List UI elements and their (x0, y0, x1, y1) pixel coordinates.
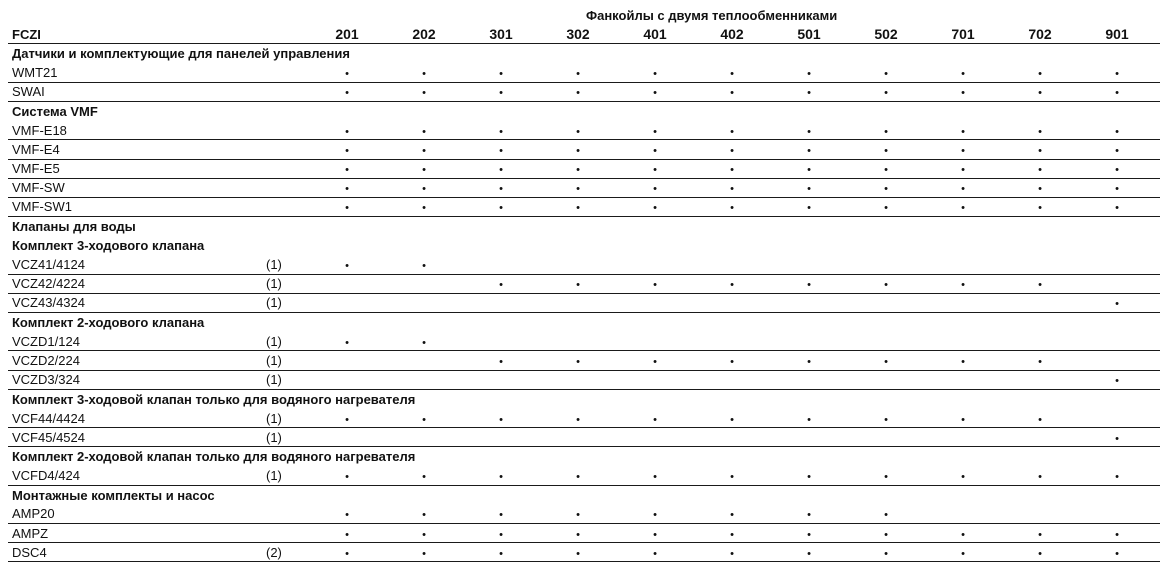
section-row (8, 236, 1160, 255)
table-row (8, 428, 1160, 447)
row-label: WMT21 (12, 65, 58, 81)
row-label: SWAI (12, 84, 45, 100)
compatibility-mark: • (884, 355, 888, 368)
compatibility-mark: • (422, 202, 426, 215)
compatibility-mark: • (1038, 202, 1042, 215)
table-body (8, 44, 1160, 562)
compatibility-mark: • (1038, 528, 1042, 541)
compatibility-mark: • (1038, 413, 1042, 426)
compatibility-mark: • (961, 528, 965, 541)
column-header-402: 402 (720, 26, 744, 43)
compatibility-mark: • (1038, 355, 1042, 368)
compatibility-mark: • (730, 547, 734, 560)
compatibility-mark: • (961, 355, 965, 368)
compatibility-mark: • (576, 528, 580, 541)
compatibility-mark: • (1115, 528, 1119, 541)
compatibility-mark: • (1115, 471, 1119, 484)
row-note: (1) (266, 429, 282, 445)
row-label: AMPZ (12, 525, 49, 541)
compatibility-mark: • (345, 547, 349, 560)
compatibility-mark: • (961, 279, 965, 292)
compatibility-mark: • (499, 87, 503, 100)
row-note: (2) (266, 544, 282, 560)
compatibility-mark: • (1038, 279, 1042, 292)
compatibility-mark: • (422, 528, 426, 541)
compatibility-mark: • (884, 528, 888, 541)
compatibility-mark: • (422, 471, 426, 484)
compatibility-mark: • (1038, 547, 1042, 560)
compatibility-mark: • (961, 547, 965, 560)
compatibility-mark: • (499, 471, 503, 484)
column-header-row (8, 25, 1160, 44)
compatibility-mark: • (1115, 547, 1119, 560)
super-header: Фанкойлы с двумя теплообменниками (586, 8, 838, 24)
compatibility-mark: • (1115, 432, 1119, 445)
compatibility-mark: • (345, 336, 349, 349)
compatibility-mark: • (961, 144, 965, 157)
compatibility-mark: • (884, 471, 888, 484)
row-label: VMF-SW (12, 180, 65, 196)
compatibility-mark: • (576, 144, 580, 157)
compatibility-mark: • (807, 183, 811, 196)
compatibility-mark: • (807, 279, 811, 292)
table-row (8, 198, 1160, 217)
compatibility-mark: • (499, 279, 503, 292)
compatibility-mark: • (576, 509, 580, 522)
compatibility-mark: • (961, 202, 965, 215)
column-header-201: 201 (335, 26, 359, 43)
table-row (8, 409, 1160, 428)
compatibility-mark: • (653, 68, 657, 81)
compatibility-mark: • (499, 183, 503, 196)
row-label: VCF45/4524 (12, 429, 85, 445)
compatibility-mark: • (653, 125, 657, 138)
compatibility-mark: • (499, 355, 503, 368)
compatibility-mark: • (576, 202, 580, 215)
table-row (8, 524, 1160, 543)
compatibility-mark: • (730, 355, 734, 368)
compatibility-mark: • (884, 164, 888, 177)
row-label: VCZD1/124 (12, 333, 80, 349)
compatibility-mark: • (345, 183, 349, 196)
compatibility-mark: • (499, 68, 503, 81)
compatibility-mark: • (807, 528, 811, 541)
compatibility-mark: • (730, 509, 734, 522)
section-row (8, 44, 1160, 63)
compatibility-mark: • (730, 471, 734, 484)
compatibility-mark: • (653, 547, 657, 560)
compatibility-mark: • (576, 164, 580, 177)
compatibility-mark: • (807, 413, 811, 426)
compatibility-mark: • (345, 260, 349, 273)
compatibility-mark: • (422, 144, 426, 157)
compatibility-mark: • (345, 144, 349, 157)
table-row (8, 121, 1160, 140)
compatibility-table (8, 6, 1160, 562)
compatibility-mark: • (576, 279, 580, 292)
compatibility-mark: • (345, 413, 349, 426)
compatibility-mark: • (345, 125, 349, 138)
row-label: VMF-E5 (12, 161, 60, 177)
column-header-301: 301 (489, 26, 513, 43)
compatibility-mark: • (730, 183, 734, 196)
table-row (8, 332, 1160, 351)
compatibility-mark: • (576, 413, 580, 426)
compatibility-mark: • (653, 183, 657, 196)
model-header: FCZI (12, 26, 41, 42)
compatibility-mark: • (884, 509, 888, 522)
compatibility-mark: • (730, 279, 734, 292)
compatibility-mark: • (961, 68, 965, 81)
compatibility-mark: • (961, 413, 965, 426)
row-label: VCZ41/4124 (12, 257, 85, 273)
compatibility-mark: • (653, 87, 657, 100)
column-header-502: 502 (874, 26, 898, 43)
compatibility-mark: • (576, 471, 580, 484)
compatibility-mark: • (884, 87, 888, 100)
table-row (8, 467, 1160, 486)
section-title: Комплект 3-ходового клапана (12, 238, 205, 254)
row-label: VCZD2/224 (12, 352, 80, 368)
table-row (8, 160, 1160, 179)
compatibility-mark: • (730, 164, 734, 177)
column-header-401: 401 (643, 26, 667, 43)
compatibility-mark: • (653, 202, 657, 215)
compatibility-mark: • (576, 355, 580, 368)
compatibility-mark: • (1115, 164, 1119, 177)
table-row (8, 140, 1160, 159)
compatibility-mark: • (422, 68, 426, 81)
compatibility-mark: • (1115, 375, 1119, 388)
compatibility-mark: • (345, 68, 349, 81)
compatibility-mark: • (1038, 471, 1042, 484)
section-title: Система VMF (12, 104, 98, 120)
column-header-302: 302 (566, 26, 590, 43)
section-title: Комплект 2-ходовой клапан только для водяного нагревателя (12, 449, 416, 465)
compatibility-mark: • (807, 164, 811, 177)
compatibility-mark: • (499, 202, 503, 215)
compatibility-mark: • (499, 125, 503, 138)
section-row (8, 486, 1160, 505)
table-row (8, 255, 1160, 274)
section-row (8, 390, 1160, 409)
compatibility-mark: • (422, 547, 426, 560)
compatibility-mark: • (884, 279, 888, 292)
super-header-row (8, 6, 1160, 25)
row-label: VMF-E18 (12, 122, 67, 138)
compatibility-mark: • (653, 144, 657, 157)
column-header-202: 202 (412, 26, 436, 43)
compatibility-mark: • (807, 509, 811, 522)
compatibility-mark: • (345, 87, 349, 100)
compatibility-mark: • (422, 183, 426, 196)
table-row (8, 64, 1160, 83)
compatibility-mark: • (422, 509, 426, 522)
table-row (8, 294, 1160, 313)
compatibility-mark: • (576, 68, 580, 81)
compatibility-mark: • (884, 547, 888, 560)
compatibility-mark: • (884, 68, 888, 81)
compatibility-mark: • (961, 471, 965, 484)
compatibility-mark: • (961, 183, 965, 196)
compatibility-mark: • (576, 87, 580, 100)
compatibility-mark: • (499, 144, 503, 157)
row-label: VCF44/4424 (12, 410, 85, 426)
compatibility-mark: • (653, 471, 657, 484)
compatibility-mark: • (961, 125, 965, 138)
compatibility-mark: • (807, 125, 811, 138)
compatibility-mark: • (1038, 144, 1042, 157)
compatibility-mark: • (884, 202, 888, 215)
compatibility-mark: • (730, 87, 734, 100)
compatibility-mark: • (345, 528, 349, 541)
row-note: (1) (266, 372, 282, 388)
column-header-701: 701 (951, 26, 975, 43)
row-note: (1) (266, 333, 282, 349)
compatibility-mark: • (1038, 68, 1042, 81)
compatibility-mark: • (884, 125, 888, 138)
row-label: VMF-E4 (12, 141, 60, 157)
section-row (8, 447, 1160, 466)
table-row (8, 275, 1160, 294)
section-title: Комплект 2-ходового клапана (12, 315, 205, 331)
table-row (8, 505, 1160, 524)
compatibility-mark: • (345, 471, 349, 484)
compatibility-mark: • (653, 509, 657, 522)
compatibility-mark: • (576, 183, 580, 196)
column-header-901: 901 (1105, 26, 1129, 43)
row-label: AMP20 (12, 506, 55, 522)
compatibility-mark: • (345, 164, 349, 177)
compatibility-mark: • (422, 413, 426, 426)
compatibility-mark: • (576, 547, 580, 560)
table-row (8, 371, 1160, 390)
compatibility-mark: • (1115, 298, 1119, 311)
compatibility-mark: • (807, 202, 811, 215)
compatibility-mark: • (730, 528, 734, 541)
row-label: VCFD4/424 (12, 468, 80, 484)
section-title: Комплект 3-ходовой клапан только для водяного нагревателя (12, 391, 416, 407)
row-label: VCZD3/324 (12, 372, 80, 388)
compatibility-mark: • (576, 125, 580, 138)
compatibility-mark: • (730, 125, 734, 138)
compatibility-mark: • (1115, 202, 1119, 215)
compatibility-mark: • (884, 413, 888, 426)
section-title: Монтажные комплекты и насос (12, 487, 215, 503)
compatibility-mark: • (345, 202, 349, 215)
section-title: Клапаны для воды (12, 219, 136, 235)
compatibility-mark: • (499, 413, 503, 426)
compatibility-mark: • (1038, 125, 1042, 138)
compatibility-mark: • (1038, 183, 1042, 196)
row-note: (1) (266, 276, 282, 292)
compatibility-mark: • (1115, 125, 1119, 138)
compatibility-mark: • (730, 144, 734, 157)
compatibility-mark: • (884, 183, 888, 196)
row-note: (1) (266, 295, 282, 311)
column-header-702: 702 (1028, 26, 1052, 43)
compatibility-mark: • (884, 144, 888, 157)
compatibility-mark: • (730, 68, 734, 81)
compatibility-mark: • (807, 547, 811, 560)
compatibility-mark: • (961, 87, 965, 100)
table-row (8, 543, 1160, 562)
section-row (8, 313, 1160, 332)
row-note: (1) (266, 257, 282, 273)
compatibility-mark: • (730, 413, 734, 426)
compatibility-mark: • (422, 260, 426, 273)
compatibility-mark: • (345, 509, 349, 522)
section-title: Датчики и комплектующие для панелей управления (12, 46, 350, 62)
compatibility-mark: • (807, 144, 811, 157)
compatibility-mark: • (1038, 87, 1042, 100)
row-label: DSC4 (12, 544, 47, 560)
compatibility-mark: • (807, 87, 811, 100)
compatibility-mark: • (1115, 87, 1119, 100)
table-row (8, 83, 1160, 102)
compatibility-mark: • (807, 68, 811, 81)
compatibility-mark: • (653, 164, 657, 177)
compatibility-mark: • (422, 87, 426, 100)
compatibility-mark: • (1115, 68, 1119, 81)
compatibility-mark: • (422, 125, 426, 138)
compatibility-mark: • (1115, 144, 1119, 157)
compatibility-mark: • (807, 355, 811, 368)
compatibility-mark: • (499, 509, 503, 522)
row-label: VMF-SW1 (12, 199, 72, 215)
compatibility-mark: • (499, 528, 503, 541)
compatibility-mark: • (653, 355, 657, 368)
compatibility-mark: • (653, 413, 657, 426)
compatibility-mark: • (653, 279, 657, 292)
row-label: VCZ42/4224 (12, 276, 85, 292)
compatibility-mark: • (1038, 164, 1042, 177)
section-row (8, 217, 1160, 236)
row-note: (1) (266, 352, 282, 368)
compatibility-mark: • (807, 471, 811, 484)
compatibility-mark: • (730, 202, 734, 215)
compatibility-mark: • (1115, 183, 1119, 196)
table-row (8, 179, 1160, 198)
compatibility-mark: • (961, 164, 965, 177)
row-label: VCZ43/4324 (12, 295, 85, 311)
row-note: (1) (266, 410, 282, 426)
table-row (8, 351, 1160, 370)
compatibility-mark: • (422, 164, 426, 177)
compatibility-mark: • (499, 164, 503, 177)
compatibility-mark: • (422, 336, 426, 349)
compatibility-mark: • (653, 528, 657, 541)
section-row (8, 102, 1160, 121)
column-header-501: 501 (797, 26, 821, 43)
compatibility-mark: • (499, 547, 503, 560)
row-note: (1) (266, 468, 282, 484)
